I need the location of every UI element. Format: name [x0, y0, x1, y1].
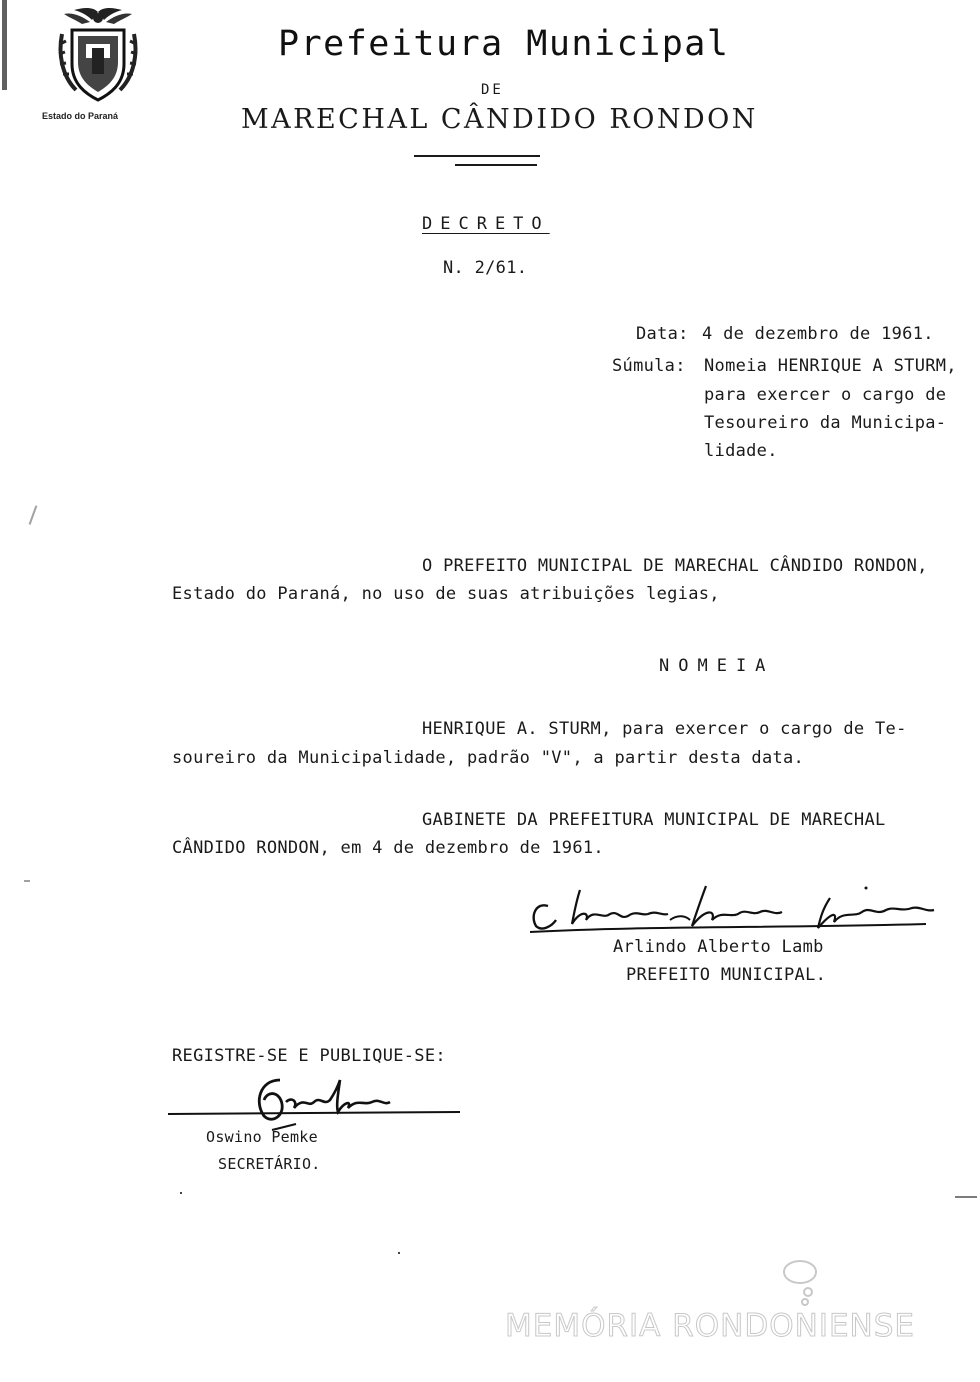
coat-of-arms-icon — [52, 4, 144, 104]
decree-heading: DECRETO — [422, 214, 550, 234]
appointment-line: HENRIQUE A. STURM, para exercer o cargo de Te- — [422, 719, 907, 739]
date-value: 4 de dezembro de 1961. — [702, 324, 934, 344]
secretary-title: SECRETÁRIO. — [218, 1155, 321, 1173]
secretary-name: Oswino Pemke — [206, 1128, 318, 1146]
title-preposition: DE — [481, 82, 504, 98]
summary-label: Súmula: — [612, 356, 686, 376]
secretary-signature — [168, 1072, 463, 1134]
summary-line: Nomeia HENRIQUE A STURM, — [704, 356, 957, 376]
watermark-logo-icon — [778, 1258, 828, 1308]
mayor-name: Arlindo Alberto Lamb — [613, 937, 824, 957]
closing-line: CÂNDIDO RONDON, em 4 de dezembro de 1961. — [172, 838, 604, 858]
mayor-signature — [520, 880, 940, 940]
register-publish-line: REGISTRE-SE E PUBLIQUE-SE: — [172, 1046, 446, 1066]
watermark-text: MEMÓRIA RONDONIENSE — [505, 1308, 915, 1344]
scan-mark — [24, 880, 30, 882]
header-divider — [414, 155, 540, 157]
summary-line: para exercer o cargo de — [704, 385, 947, 405]
decree-number: N. 2/61. — [443, 258, 528, 278]
scan-mark — [955, 1196, 977, 1198]
scan-mark — [398, 1252, 400, 1254]
scan-mark — [180, 1192, 182, 1194]
appoints-heading: NOMEIA — [659, 656, 775, 676]
page-title: Prefeitura Municipal — [278, 24, 730, 64]
appointment-line: soureiro da Municipalidade, padrão "V", a partir desta data. — [172, 748, 805, 768]
summary-line: Tesoureiro da Municipa- — [704, 413, 947, 433]
header-divider — [455, 164, 537, 166]
preamble-line: Estado do Paraná, no uso de suas atribuições legias, — [172, 584, 720, 604]
scan-mark — [29, 505, 37, 524]
state-label: Estado do Paraná — [42, 111, 119, 121]
summary-line: lidade. — [704, 441, 778, 461]
city-name: MARECHAL CÂNDIDO RONDON — [241, 104, 758, 135]
closing-line: GABINETE DA PREFEITURA MUNICIPAL DE MARECHAL — [422, 810, 886, 830]
mayor-title: PREFEITO MUNICIPAL. — [626, 965, 827, 985]
date-label: Data: — [636, 324, 689, 344]
scan-mark — [2, 0, 7, 90]
preamble-line: O PREFEITO MUNICIPAL DE MARECHAL CÂNDIDO RONDON, — [422, 556, 928, 576]
